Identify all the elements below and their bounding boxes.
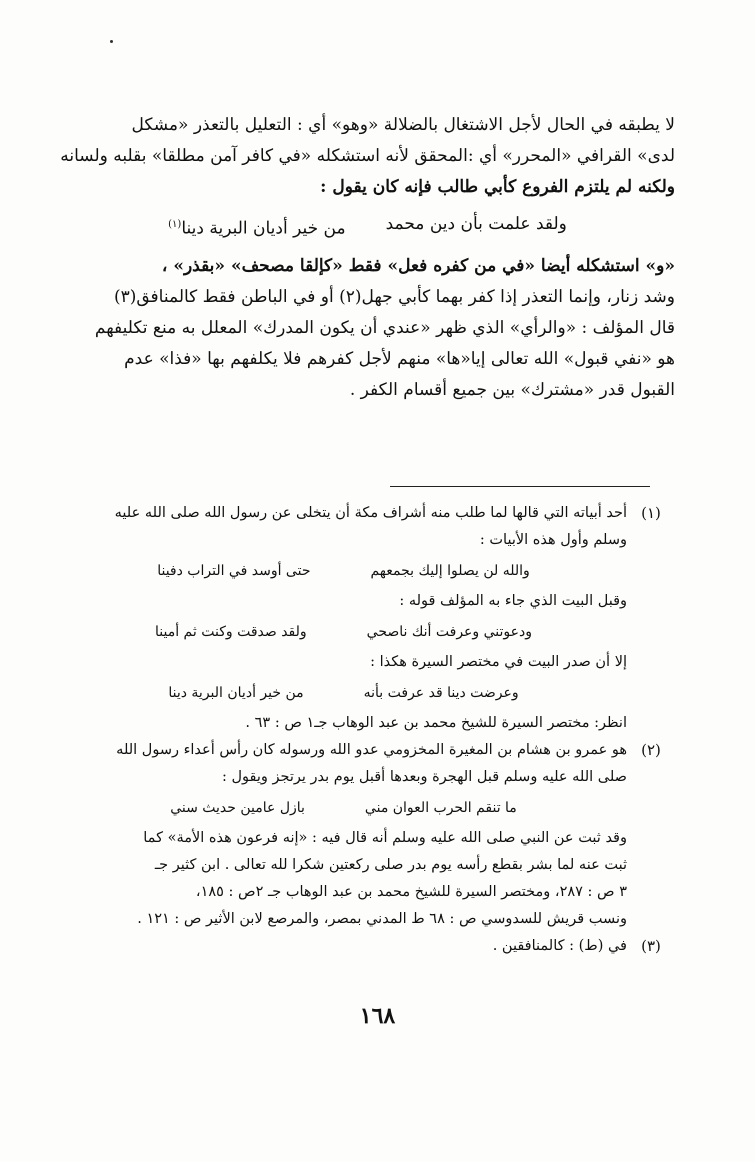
main-text [60,110,675,406]
verse-second-hemistich: بازل عامين حديث سني [170,800,305,816]
verse-first-hemistich: ما تنقم الحرب العوان مني [364,800,517,816]
footnote-body [60,737,627,933]
text-line: قال المؤلف : «والرأي» الذي ظهر «عندي أن يكون المدرك» المعلل به منع تكليفهم [94,317,675,338]
verse-second-hemistich: من خير أديان البرية دينا$^{(١)}$ [168,218,346,239]
footnote-verse [60,791,627,825]
verse-second-hemistich: حتى أوسد في التراب دفينا [157,563,311,579]
footnote-line: في (ط) : كالمنافقين . [492,938,627,954]
footnote-ref: (١) [168,219,182,230]
footnote-line: ونسب قريش للسدوسي ص : ٦٨ ط المدني بمصر، والمرصع لابن الأثير ص : ١٢١ . [137,911,627,927]
footnote-line: ثبت عنه لما بشر بقطع رأسه يوم بدر صلى ركعتين شكرا لله تعالى . ابن كثير جـ [154,857,627,873]
text-line: القبول قدر «مشترك» بين جميع أقسام الكفر . [349,379,675,400]
footnote-verse [60,615,627,649]
verse-first-hemistich: وعرضت دينا قد عرفت بأنه [363,685,519,701]
footnote-2 [60,737,675,933]
footnote-line: أحد أبياته التي قالها لما طلب منه أشراف مكة أن يتخلى عن رسول الله صلى الله عليه [114,505,627,521]
text-line: هو «نفي قبول» الله تعالى إيا«ها» منهم لأجل كفرهم فلا يكلفهم بها «فذا» عدم [124,348,675,369]
footnote-3 [60,933,675,960]
footnote-number: (٣) [641,937,661,955]
footnote-verse [60,676,627,710]
footnote-1 [60,500,675,737]
verse-first-hemistich: والله لن يصلوا إليك بجمعهم [370,563,530,579]
page-number: ١٦٨ [359,1003,396,1029]
text-line: «و» استشكله أيضا «في من كفره فعل» فقط «كإلقا مصحف» «بقذر» ، [161,255,675,276]
footnote-line: انظر: مختصر السيرة للشيخ محمد بن عبد الوهاب جـ١ ص : ٦٣ . [245,715,627,731]
text-line: وشد زنار، وإنما التعذر إذا كفر بهما كأبي جهل(٢) أو في الباطن فقط كالمنافق(٣) [113,286,675,307]
verse [60,203,675,251]
footnote-number: (٢) [641,741,661,759]
verse-first-hemistich: ولقد علمت بأن دين محمد [385,214,567,234]
footnote-line: وقد ثبت عن النبي صلى الله عليه وسلم أنه قال فيه : «إنه فرعون هذه الأمة» كما [143,830,627,846]
text-line: لا يطبقه في الحال لأجل الاشتغال بالضلالة «وهو» أي : التعليل بالتعذر «مشكل [131,115,675,135]
footnote-line: وسلم وأول هذه الأبيات : [479,532,627,548]
footnote-line: ٣ ص : ٢٨٧، ومختصر السيرة للشيخ محمد بن عبد الوهاب جـ ٢ص : ١٨٥، [195,884,627,900]
verse-second-hemistich: ولقد صدقت وكنت ثم أمينا [155,624,307,640]
verse-first-hemistich: ودعوتني وعرفت أنك ناصحي [366,624,532,640]
footnote-line: إلا أن صدر البيت في مختصر السيرة هكذا : [370,654,627,670]
footnote-body [60,933,627,960]
footnote-number: (١) [641,504,661,522]
verse-second-hemistich: من خير أديان البرية دينا [168,685,304,701]
footnotes [60,500,675,960]
footnote-line: وقبل البيت الذي جاء به المؤلف قوله : [399,593,627,609]
footnote-body [60,500,627,737]
ink-speck [110,40,113,43]
text-line: لدى» القرافي «المحرر» أي :المحقق لأنه استشكله «في كافر آمن مطلقا» بقلبه ولسانه [60,146,675,166]
footnote-divider [390,486,650,487]
footnote-verse [60,554,627,588]
text-line: ولكنه لم يلتزم الفروع كأبي طالب فإنه كان يقول : [320,177,675,197]
footnote-line: صلى الله عليه وسلم قبل الهجرة وبعدها أقبل يوم بدر يرتجز ويقول : [221,769,627,785]
footnote-line: هو عمرو بن هشام بن المغيرة المخزومي عدو الله ورسوله كان رأس أعداء رسول الله [116,742,627,758]
